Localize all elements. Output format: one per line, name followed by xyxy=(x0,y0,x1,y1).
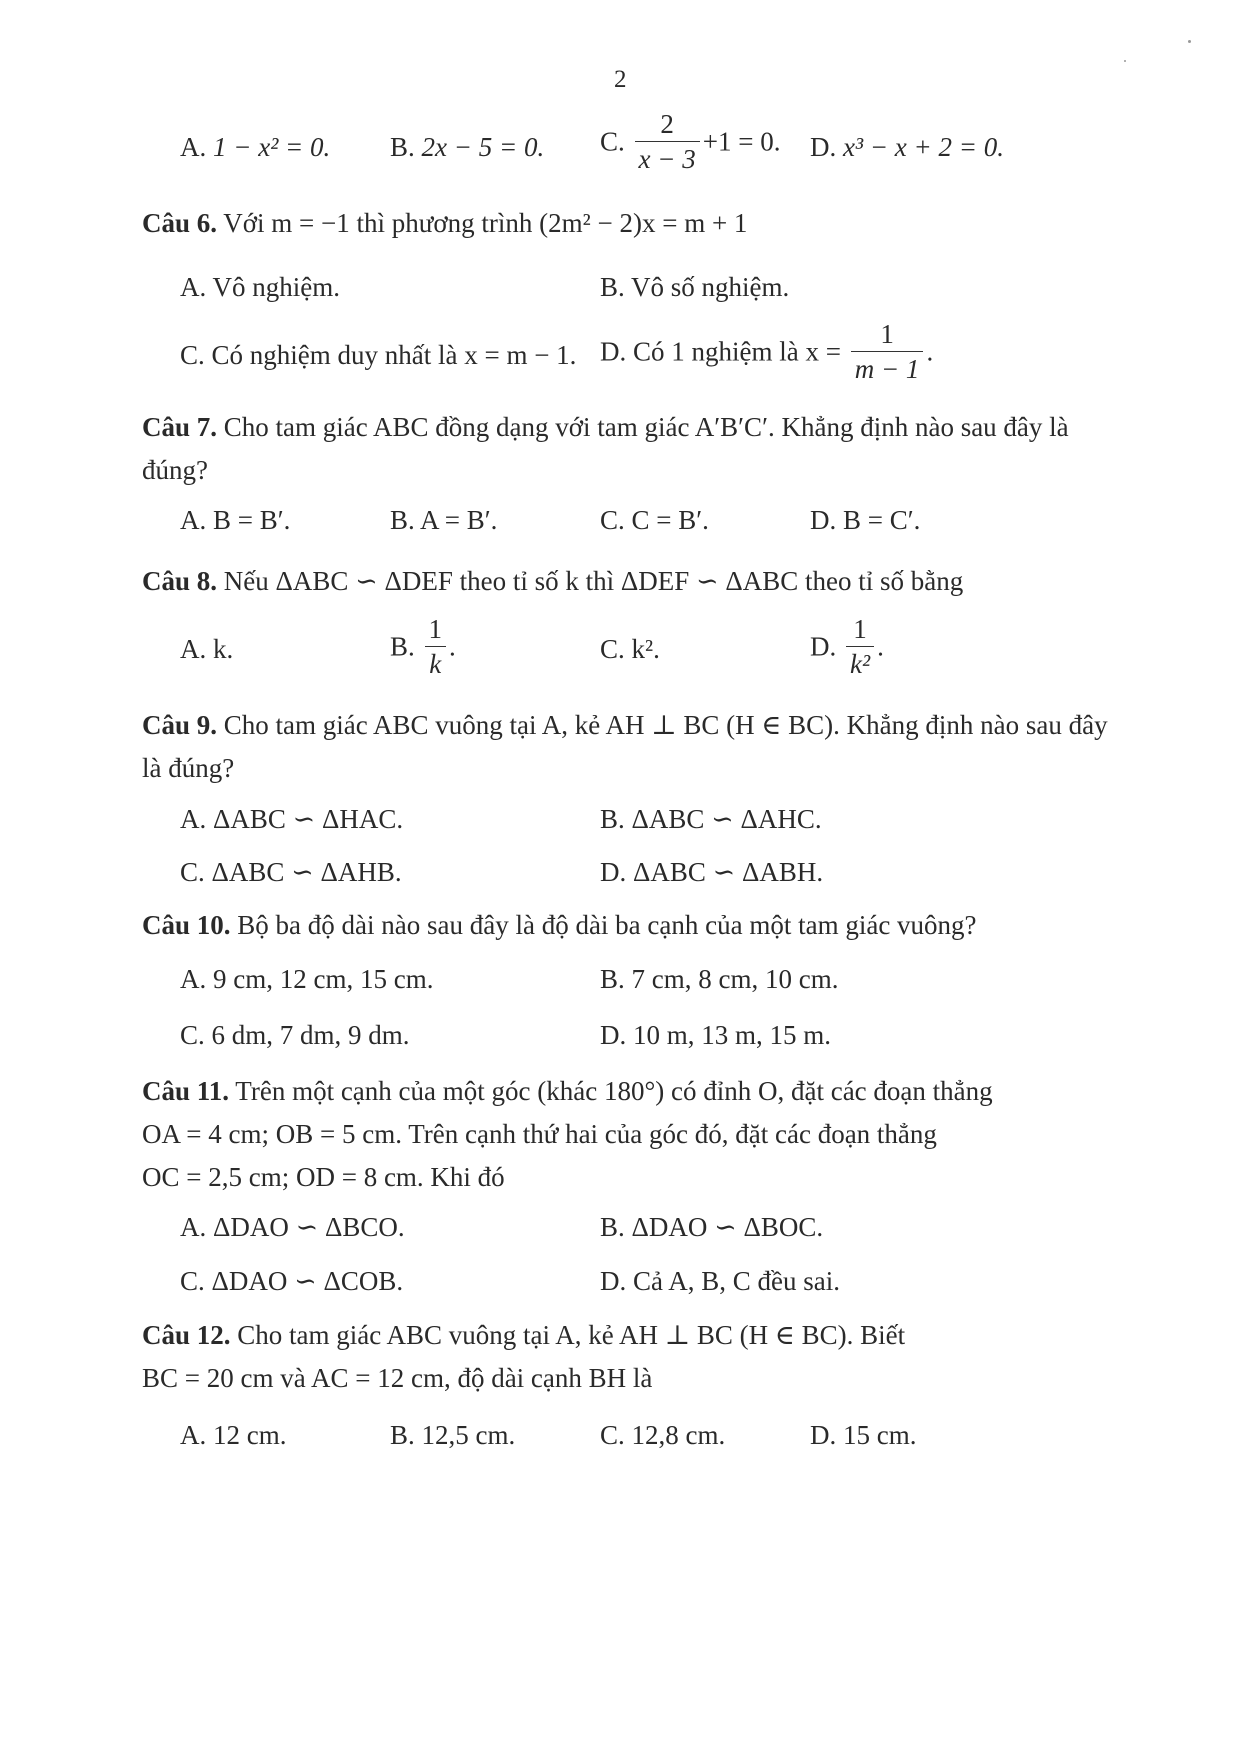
q11-option-d: D. Cả A, B, C đều sai. xyxy=(600,1266,840,1296)
q8-stem: Câu 8. Nếu ΔABC ∽ ΔDEF theo tỉ số k thì ΔDEF ∽ ΔABC theo tỉ số bằng xyxy=(142,566,964,596)
q7-option-d: D. B = C′. xyxy=(810,505,921,535)
q10-option-d: D. 10 m, 13 m, 15 m. xyxy=(600,1020,832,1050)
q5-option-c: C. $\frac{2}{x - 3}$ +1 = 0. xyxy=(600,109,781,175)
q5-option-b: B. 2x − 5 = 0. xyxy=(390,132,545,162)
q9-option-b: B. ΔABC ∽ ΔAHC. xyxy=(600,804,822,834)
q12-stem: Câu 12. Cho tam giác ABC vuông tại A, kẻ AH ⊥ BC (H ∈ BC). Biết BC = 20 cm và AC = 12 cm, độ dài cạnh BH là xyxy=(142,1320,906,1393)
q5-c-fraction: $\frac{2}{x - 3}$ xyxy=(635,110,700,174)
q11-option-c: C. ΔDAO ∽ ΔCOB. xyxy=(180,1266,404,1296)
q12-option-a: A. 12 cm. xyxy=(180,1420,287,1450)
q7-stem: Câu 7. Cho tam giác ABC đồng dạng với tam giác A′B′C′. Khẳng định nào sau đây là đúng? xyxy=(142,412,1069,485)
q5-option-d: D. x³ − x + 2 = 0. xyxy=(810,132,1004,162)
q8-option-b: B. $\frac{1}{k}$ . xyxy=(390,614,456,680)
scan-speck xyxy=(1188,40,1191,43)
q9-option-d: D. ΔABC ∽ ΔABH. xyxy=(600,857,824,887)
q11-option-b: B. ΔDAO ∽ ΔBOC. xyxy=(600,1212,824,1242)
q7-option-b: B. A = B′. xyxy=(390,505,498,535)
q12-option-d: D. 15 cm. xyxy=(810,1420,917,1450)
q9-stem: Câu 9. Cho tam giác ABC vuông tại A, kẻ AH ⊥ BC (H ∈ BC). Khẳng định nào sau đây là đúng? xyxy=(142,710,1108,783)
q12-option-b: B. 12,5 cm. xyxy=(390,1420,516,1450)
q8-option-d: D. $\frac{1}{\text{k²}}$ . xyxy=(810,614,884,680)
scan-speck xyxy=(1124,60,1126,62)
q6-option-c: C. Có nghiệm duy nhất là x = m − 1. xyxy=(180,340,577,370)
q5-option-a: A. 1 − x² = 0. xyxy=(180,132,331,162)
q12-option-c: C. 12,8 cm. xyxy=(600,1420,726,1450)
q7-option-c: C. C = B′. xyxy=(600,505,709,535)
q11-option-a: A. ΔDAO ∽ ΔBCO. xyxy=(180,1212,405,1242)
q6-option-b: B. Vô số nghiệm. xyxy=(600,272,790,302)
q11-stem: Câu 11. Trên một cạnh của một góc (khác 180°) có đỉnh O, đặt các đoạn thẳng OA = 4 cm; OB = 5 cm. Trên cạnh thứ hai của góc đó, đặt các đoạn thẳng OC = 2,5 cm; OD = 8 cm. Khi đó xyxy=(142,1076,993,1192)
q7-option-a: A. B = B′. xyxy=(180,505,291,535)
q10-option-a: A. 9 cm, 12 cm, 15 cm. xyxy=(180,964,434,994)
q10-option-c: C. 6 dm, 7 dm, 9 dm. xyxy=(180,1020,410,1050)
q6-stem: Câu 6. Với m = −1 thì phương trình (2m² − 2)x = m + 1 xyxy=(142,208,748,238)
q8-option-a: A. k. xyxy=(180,634,234,664)
q10-stem: Câu 10. Bộ ba độ dài nào sau đây là độ dài ba cạnh của một tam giác vuông? xyxy=(142,910,977,940)
q6-option-a: A. Vô nghiệm. xyxy=(180,272,340,302)
q8-option-c: C. k². xyxy=(600,634,660,664)
q9-option-a: A. ΔABC ∽ ΔHAC. xyxy=(180,804,404,834)
q6-option-d: D. Có 1 nghiệm là x = $\frac{1}{m - 1}$ . xyxy=(600,319,934,385)
page-number: 2 xyxy=(614,66,627,93)
q10-option-b: B. 7 cm, 8 cm, 10 cm. xyxy=(600,964,839,994)
q9-option-c: C. ΔABC ∽ ΔAHB. xyxy=(180,857,402,887)
